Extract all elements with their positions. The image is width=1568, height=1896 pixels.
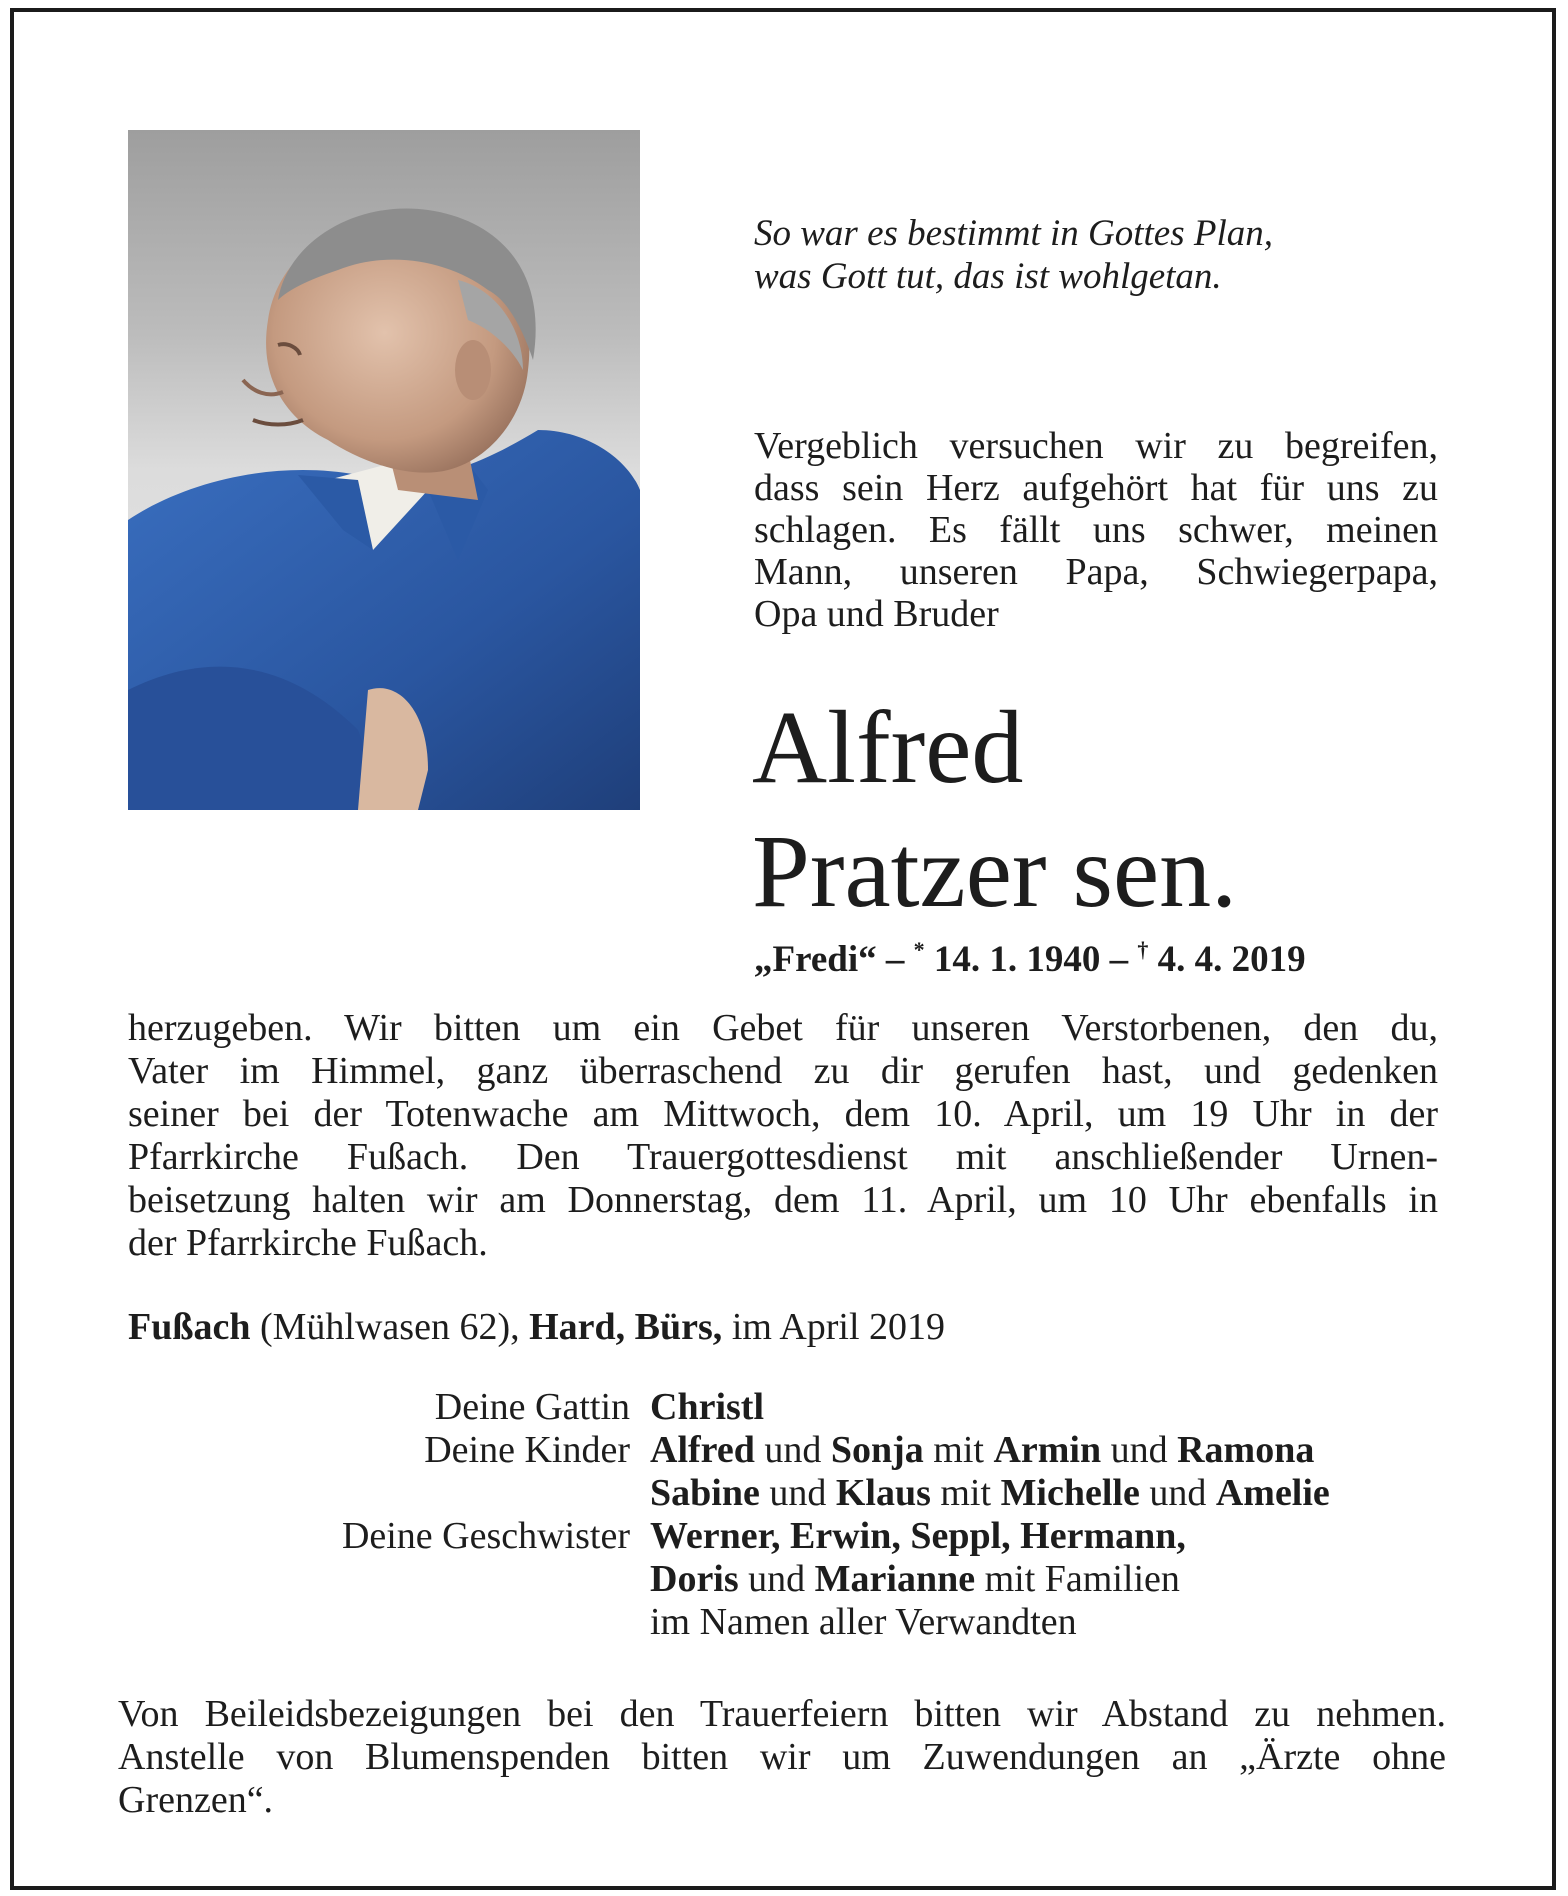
conjunction: und bbox=[738, 1558, 815, 1600]
body-line: beisetzung halten wir am Donnerstag, dem 11. April, um 10 Uhr ebenfalls in bbox=[128, 1179, 1438, 1221]
birth-star-icon: * bbox=[913, 937, 925, 962]
other-towns: Hard, Bürs, bbox=[529, 1306, 723, 1348]
month-year: im April 2019 bbox=[722, 1306, 946, 1348]
child-name: Alfred bbox=[650, 1429, 755, 1471]
children-row bbox=[0, 1429, 1568, 1472]
intro-line: dass sein Herz aufgehört hat für uns zu bbox=[754, 467, 1438, 509]
dash: – bbox=[876, 939, 914, 980]
sibling-names: Werner, Erwin, Seppl, Hermann, bbox=[650, 1515, 1186, 1557]
children-label: Deine Kinder bbox=[424, 1429, 630, 1471]
life-dates bbox=[754, 928, 1454, 982]
siblings-label: Deine Geschwister bbox=[341, 1515, 630, 1557]
conjunction: und bbox=[754, 1429, 831, 1471]
deceased-name bbox=[752, 686, 1512, 934]
death-date: 4. 4. 2019 bbox=[1148, 939, 1306, 980]
motto-line: So war es bestimmt in Gottes Plan, bbox=[754, 213, 1274, 254]
intro-line: Mann, unseren Papa, Schwiegerpapa, bbox=[754, 551, 1438, 593]
body-line: seiner bei der Totenwache am Mittwoch, dem 10. April, um 19 Uhr in der bbox=[128, 1093, 1438, 1135]
first-name: Alfred bbox=[752, 690, 1024, 805]
body-line: Vater im Himmel, ganz überraschend zu dir gerufen hast, und gedenken bbox=[128, 1050, 1438, 1092]
body-line: herzugeben. Wir bitten um ein Gebet für unseren Verstorbenen, den du, bbox=[128, 1007, 1438, 1049]
relatives-row bbox=[0, 1601, 1568, 1644]
with-families: mit Familien bbox=[975, 1558, 1180, 1600]
place-and-date bbox=[128, 1305, 1428, 1349]
intro-paragraph bbox=[754, 425, 1438, 635]
dash: – bbox=[1100, 939, 1138, 980]
children-row bbox=[0, 1472, 1568, 1515]
conjunction: und bbox=[1101, 1429, 1178, 1471]
closing-line: Von Beileidsbezeigungen bei den Trauerfeiern bitten wir Abstand zu nehmen. bbox=[118, 1693, 1446, 1735]
conjunction: und bbox=[759, 1472, 836, 1514]
closing-note bbox=[118, 1693, 1446, 1822]
body-line: der Pfarrkirche Fußach. bbox=[128, 1222, 488, 1264]
sibling-name: Doris bbox=[650, 1558, 739, 1600]
last-name: Pratzer sen. bbox=[752, 814, 1238, 929]
child-partner-name: Klaus bbox=[835, 1472, 931, 1514]
conjunction: mit bbox=[930, 1472, 1001, 1514]
intro-line: Vergeblich versuchen wir zu begreifen, bbox=[754, 425, 1438, 467]
sibling-name: Marianne bbox=[814, 1558, 976, 1600]
closing-line: Anstelle von Blumenspenden bitten wir um Zuwendungen an „Ärzte ohne bbox=[118, 1736, 1446, 1778]
mourners-list bbox=[0, 1386, 1568, 1644]
conjunction: und bbox=[1139, 1472, 1216, 1514]
address: (Mühlwasen 62), bbox=[250, 1306, 530, 1348]
portrait-photo bbox=[128, 130, 640, 810]
grandchild-name: Michelle bbox=[1000, 1472, 1140, 1514]
child-name: Sabine bbox=[650, 1472, 760, 1514]
intro-line: schlagen. Es fällt uns schwer, meinen bbox=[754, 509, 1438, 551]
grandchild-name: Amelie bbox=[1215, 1472, 1330, 1514]
motto-verse bbox=[754, 212, 1454, 298]
intro-line: Opa und Bruder bbox=[754, 593, 999, 635]
spouse-row bbox=[0, 1386, 1568, 1429]
conjunction: mit bbox=[923, 1429, 994, 1471]
portrait-icon bbox=[128, 130, 640, 810]
siblings-row bbox=[0, 1558, 1568, 1601]
grandchild-name: Armin bbox=[993, 1429, 1102, 1471]
nickname: „Fredi“ bbox=[754, 939, 877, 980]
death-cross-icon: † bbox=[1137, 937, 1149, 962]
birth-date: 14. 1. 1940 bbox=[924, 939, 1101, 980]
relatives-text: im Namen aller Verwandten bbox=[650, 1601, 1077, 1643]
siblings-row bbox=[0, 1515, 1568, 1558]
funeral-details bbox=[128, 1007, 1438, 1265]
child-partner-name: Sonja bbox=[830, 1429, 924, 1471]
closing-line: Grenzen“. bbox=[118, 1779, 274, 1821]
spouse-label: Deine Gattin bbox=[434, 1386, 630, 1428]
grandchild-name: Ramona bbox=[1177, 1429, 1315, 1471]
motto-line: was Gott tut, das ist wohlgetan. bbox=[754, 256, 1222, 297]
body-line: Pfarrkirche Fußach. Den Trauergottesdienst mit anschließender Urnen- bbox=[128, 1136, 1438, 1178]
town: Fußach bbox=[128, 1306, 251, 1348]
spouse-name: Christl bbox=[650, 1386, 764, 1428]
